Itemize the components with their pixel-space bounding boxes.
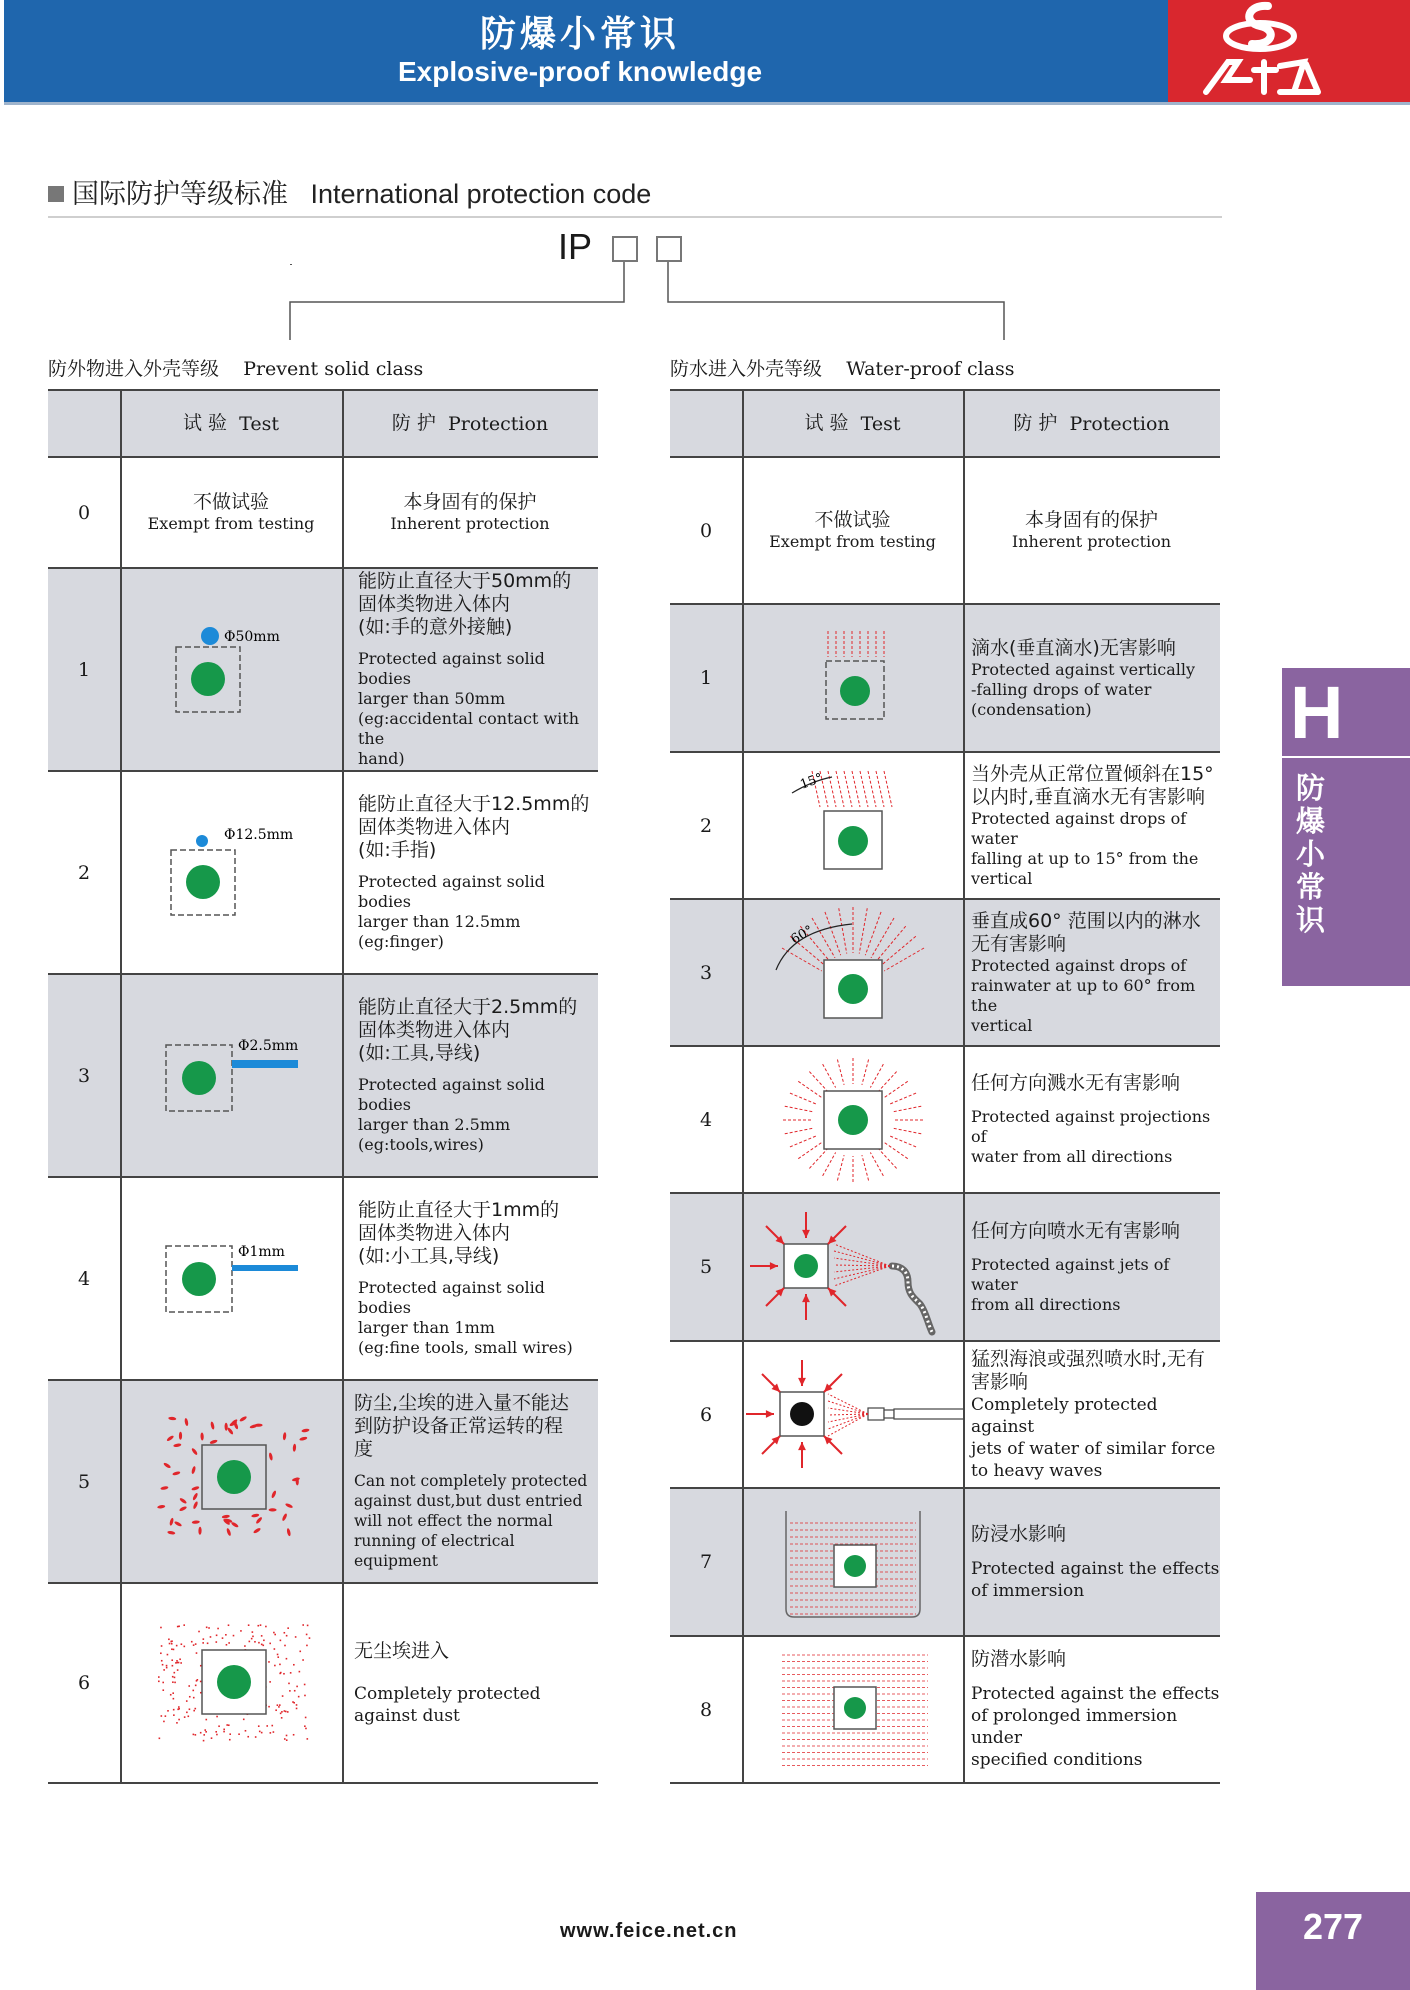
ip-code-label: IP	[558, 226, 593, 267]
water-diagram-immersion	[742, 1489, 963, 1637]
protection-cell	[342, 458, 598, 567]
protection-cell	[358, 772, 593, 973]
protection-cell	[971, 605, 1220, 751]
solid-diagram-2-5mm	[120, 975, 342, 1178]
enclosure-core-icon	[840, 676, 870, 706]
enclosure-core-icon	[186, 865, 220, 899]
test-wire-icon	[232, 1265, 298, 1271]
protection-cn: 垂直成60° 范围以内的淋水 无有害影响	[971, 909, 1201, 955]
protection-en: Inherent protection	[390, 514, 550, 533]
side-tab-divider	[1282, 756, 1410, 758]
row-number: 2	[699, 814, 713, 837]
test-en: Exempt from testing	[147, 514, 315, 533]
protection-en: Protected against solid bodies larger than 1mm (eg:fine tools, small wires)	[358, 1278, 573, 1357]
solid-diagram-dust-protected	[120, 1381, 342, 1584]
protection-cn: 防潜水影响	[971, 1648, 1067, 1670]
header-title-cn: 防爆小常识	[479, 14, 680, 55]
table-row	[670, 1489, 1220, 1637]
dimension-label: Φ50mm	[224, 629, 280, 645]
enclosure-core-icon	[794, 1254, 818, 1278]
test-sphere-icon	[201, 627, 219, 645]
row-number: 1	[77, 658, 91, 681]
protection-cn: 能防止直径大于50mm的 固体类物进入体内 (如:手的意外接触)	[358, 570, 572, 638]
solid-header-test: 试 验 Test	[183, 412, 279, 435]
protection-en: Protected against drops of rainwater at up to 60° from the vertical	[971, 955, 1196, 1035]
protection-en: Can not completely protected against dust,but dust entried will not effect the normal running of electrical equipment	[354, 1472, 588, 1570]
protection-en: Protected against solid bodies larger than 50mm (eg:accidental contact with the hand)	[358, 649, 579, 768]
table-row	[670, 900, 1220, 1047]
table-row	[48, 1584, 598, 1784]
protection-cell	[354, 1584, 598, 1782]
logo-panel	[1168, 0, 1410, 102]
protection-cell	[971, 1342, 1220, 1487]
water-header-test: 试 验 Test	[804, 412, 901, 435]
water-diagram-60-degree	[742, 900, 963, 1047]
section-title	[48, 172, 651, 211]
test-cn: 不做试验	[192, 491, 269, 513]
bullet-square-icon	[48, 186, 64, 202]
table-row	[670, 1047, 1220, 1194]
protection-cell	[358, 975, 593, 1176]
pipe-icon	[894, 1409, 963, 1419]
protection-en: Protected against jets of water from all directions	[971, 1254, 1170, 1314]
website-link[interactable]: www.feice.net.cn	[560, 1920, 738, 1942]
protection-cn: 防浸水影响	[971, 1522, 1067, 1545]
test-cell	[742, 458, 963, 603]
row-number: 0	[77, 501, 91, 524]
dimension-label: Φ2.5mm	[238, 1038, 299, 1054]
protection-cn: 任何方向喷水无有害影响	[971, 1219, 1181, 1242]
solid-caption-cn: 防外物进入外壳等级	[48, 358, 220, 380]
section-divider	[48, 216, 1222, 218]
table-row	[48, 569, 598, 772]
protection-cn: 能防止直径大于1mm的 固体类物进入体内 (如:小工具,导线)	[358, 1199, 560, 1267]
protection-cn: 当外壳从正常位置倾斜在15° 以内时,垂直滴水无有害影响	[971, 762, 1214, 808]
solid-caption-en: Prevent solid class	[243, 358, 424, 380]
enclosure-core-icon	[191, 662, 225, 696]
enclosure-core-icon	[182, 1061, 216, 1095]
row-number: 3	[77, 1064, 91, 1087]
row-number: 5	[699, 1256, 713, 1278]
table-row	[670, 1342, 1220, 1489]
page-number: 277	[1302, 1906, 1364, 1947]
protection-cell	[971, 753, 1220, 898]
row-number: 4	[77, 1267, 91, 1290]
ip-digit-box-second	[656, 236, 682, 262]
test-cn: 不做试验	[814, 509, 891, 531]
protection-cell	[971, 1194, 1220, 1340]
protection-cn: 本身固有的保护	[403, 491, 537, 513]
solid-table-header	[48, 391, 598, 458]
water-diagram-vertical-drops	[742, 605, 963, 753]
protection-cn: 任何方向溅水无有害影响	[971, 1072, 1181, 1094]
table-row	[48, 772, 598, 975]
enclosure-core-icon	[838, 1105, 868, 1135]
row-number: 6	[699, 1403, 713, 1426]
protection-en: Inherent protection	[1011, 532, 1172, 551]
company-logo-icon	[1168, 0, 1410, 102]
protection-cn: 滴水(垂直滴水)无害影响	[971, 636, 1176, 659]
protection-en: Protected against projections of water from all directions	[971, 1107, 1211, 1166]
water-header-protection: 防 护 Protection	[1013, 412, 1170, 435]
enclosure-core-icon	[838, 826, 868, 856]
protection-en: Protected against solid bodies larger than 2.5mm (eg:tools,wires)	[358, 1075, 545, 1154]
section-title-en: International protection code	[310, 179, 652, 209]
table-row	[670, 1637, 1220, 1784]
solid-class-caption	[48, 358, 423, 381]
test-sphere-icon	[196, 835, 208, 847]
protection-cell	[971, 900, 1220, 1045]
dimension-label: Φ1mm	[238, 1244, 285, 1260]
hose-icon	[892, 1266, 932, 1332]
table-row	[48, 1381, 598, 1584]
test-en: Exempt from testing	[769, 532, 936, 551]
solid-header-protection: 防 护 Protection	[391, 412, 549, 435]
row-number: 4	[699, 1108, 713, 1131]
row-number: 1	[699, 667, 713, 689]
chapter-title: 防爆小常识	[1296, 771, 1326, 937]
row-number: 6	[77, 1672, 91, 1694]
ip-code-connector-lines	[280, 262, 1020, 342]
row-number: 5	[77, 1470, 91, 1493]
angle-label: 60°	[788, 922, 816, 948]
protection-cn: 能防止直径大于12.5mm的 固体类物进入体内 (如:手指)	[358, 793, 590, 861]
table-row	[48, 1178, 598, 1381]
protection-cn: 能防止直径大于2.5mm的 固体类物进入体内 (如:工具,导线)	[358, 996, 578, 1064]
protection-cell	[971, 1489, 1220, 1635]
protection-en: Completely protected against dust	[354, 1683, 541, 1726]
row-number: 2	[77, 861, 91, 884]
enclosure-core-icon	[790, 1402, 814, 1426]
protection-en: Protected against the effects of prolonged immersion under specified conditions	[971, 1684, 1220, 1770]
protection-en: Protected against drops of water falling at up to 15° from the vertical	[971, 808, 1199, 888]
protection-cell	[971, 1047, 1220, 1192]
solid-diagram-1mm	[120, 1178, 342, 1381]
protection-en: Protected against the effects of immersion	[971, 1558, 1220, 1601]
protection-cell	[358, 569, 593, 770]
row-number: 7	[699, 1551, 713, 1573]
angle-label: 15°	[798, 770, 826, 793]
protection-en: Completely protected against jets of water of similar force to heavy waves	[971, 1394, 1216, 1481]
table-row	[670, 458, 1220, 605]
protection-en: Protected against vertically -falling drops of water (condensation)	[971, 659, 1196, 719]
solid-diagram-50mm	[120, 569, 342, 772]
water-table-header	[670, 391, 1220, 458]
table-row	[670, 753, 1220, 900]
header-underline	[4, 102, 1410, 105]
table-row	[670, 1194, 1220, 1342]
enclosure-core-icon	[217, 1460, 251, 1494]
solid-diagram-dust-tight	[120, 1584, 342, 1784]
water-diagram-jets	[742, 1194, 963, 1342]
ip-digit-box-first	[612, 236, 638, 262]
water-class-caption	[670, 358, 1015, 381]
protection-cell	[971, 1637, 1220, 1782]
water-diagram-heavy-jets	[742, 1342, 963, 1489]
protection-cell	[963, 458, 1220, 603]
protection-cell	[358, 1178, 593, 1379]
enclosure-core-icon	[182, 1262, 216, 1296]
protection-cn: 猛烈海浪或强烈喷水时,无有 害影响	[971, 1347, 1206, 1393]
protection-cn: 本身固有的保护	[1024, 509, 1158, 531]
enclosure-core-icon	[844, 1697, 866, 1719]
protection-cell	[354, 1381, 598, 1582]
enclosure-core-icon	[838, 974, 868, 1004]
protection-cn: 无尘埃进入	[354, 1639, 450, 1662]
enclosure-core-icon	[844, 1555, 866, 1577]
solid-diagram-12-5mm	[120, 772, 342, 975]
page-header	[0, 0, 1410, 104]
water-diagram-splash	[742, 1047, 963, 1194]
water-diagram-15-degree	[742, 753, 963, 900]
water-diagram-submersion	[742, 1637, 963, 1784]
protection-cn: 防尘,尘埃的进入量不能达 到防护设备正常运转的程 度	[354, 1392, 570, 1460]
row-number: 3	[699, 961, 713, 984]
row-number: 0	[699, 519, 713, 542]
nozzle-icon	[868, 1408, 884, 1420]
table-row	[670, 605, 1220, 753]
row-number: 8	[699, 1698, 713, 1721]
header-title-en: Explosive-proof knowledge	[397, 56, 763, 87]
dimension-label: Φ12.5mm	[224, 827, 294, 843]
test-wire-icon	[232, 1060, 298, 1068]
chapter-letter: H	[1290, 671, 1344, 754]
protection-en: Protected against solid bodies larger than 12.5mm (eg:finger)	[358, 872, 545, 951]
section-title-cn: 国际防护等级标准	[72, 179, 288, 209]
water-proof-table	[670, 389, 1220, 1784]
enclosure-core-icon	[217, 1665, 251, 1699]
solid-class-table	[48, 389, 598, 1784]
water-caption-en: Water-proof class	[846, 358, 1015, 380]
test-cell	[120, 458, 342, 567]
table-row	[48, 975, 598, 1178]
water-caption-cn: 防水进入外壳等级	[670, 358, 823, 380]
table-row	[48, 458, 598, 569]
